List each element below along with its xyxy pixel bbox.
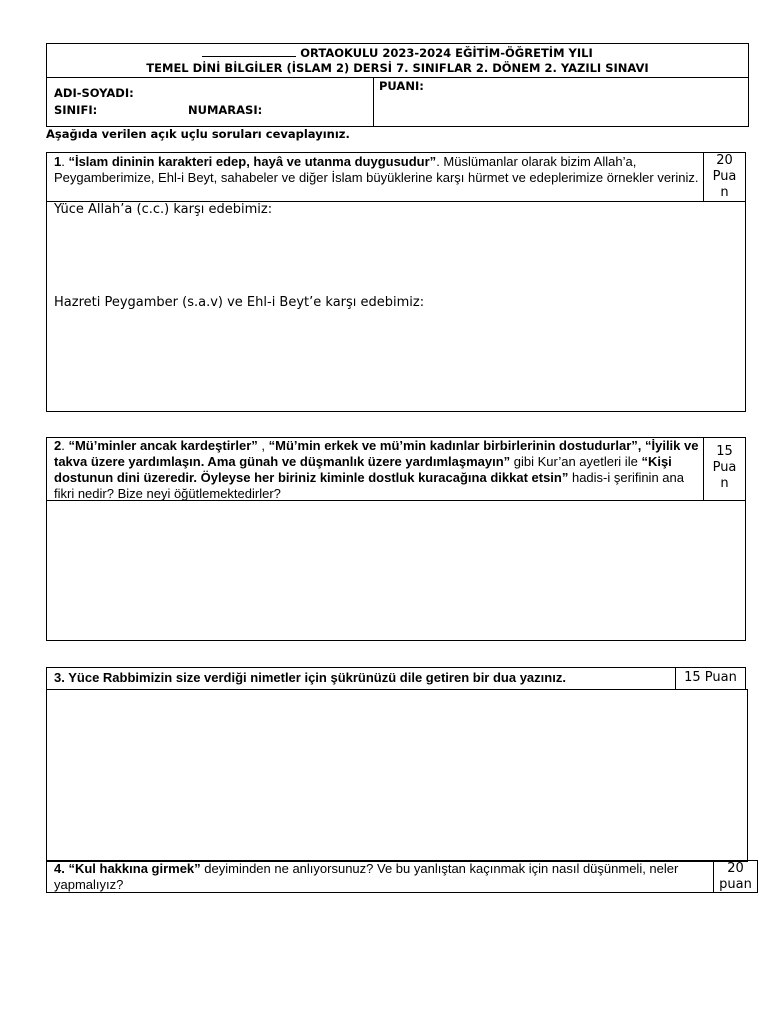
question-3 bbox=[46, 667, 746, 690]
question-2 bbox=[46, 437, 746, 501]
exam-header bbox=[46, 43, 749, 127]
answer-area-1[interactable] bbox=[46, 201, 746, 412]
question-4-number: 4. bbox=[54, 861, 65, 876]
question-4-text: 4. “Kul hakkına girmek” deyiminden ne anlıyorsunuz? Ve bu yanlıştan kaçınmak için nasıl düşünmeli, neler yapmalıyız? bbox=[54, 861, 679, 892]
title-line-2: TEMEL DİNİ BİLGİLER (İSLAM 2) DERSİ 7. SINIFLAR 2. DÖNEM 2. YAZILI SINAVI bbox=[146, 61, 649, 75]
name-label[interactable]: ADI-SOYADI: bbox=[54, 86, 134, 100]
number-label[interactable]: NUMARASI: bbox=[188, 103, 263, 117]
question-1-points: 20 Pua n bbox=[703, 153, 745, 201]
question-1-text: 1. “İslam dininin karakteri edep, hayâ ve utanma duygusudur”. Müslümanlar olarak bizim Allah’a, Peygamberimize, Ehl-i Beyt, sahabeler ve diğer İslam büyüklerine karşı hürmet ve edeplerimize örnekler veriniz. bbox=[54, 154, 699, 185]
answer-1-prompt-allah: Yüce Allah’a (c.c.) karşı edebimiz: bbox=[54, 202, 273, 217]
exam-title bbox=[47, 44, 748, 78]
question-2-text: 2. “Mü’minler ancak kardeştirler” , “Mü’min erkek ve mü’min kadınlar birbirlerinin dostudurlar”, “İyilik ve takva üzere yardımlaşın. Ama günah ve düşmanlık üzere yardımlaşmayın” gibi Kur’an ayetleri ile “Kişi dostunun dini üzeredir. Öyleyse her biriniz kiminle dostluk kuracağına dikkat etsin” hadis-i şerifinin ana fikri nedir? Bize neyi öğütlemektedirler? bbox=[54, 438, 699, 501]
question-1 bbox=[46, 152, 746, 202]
question-4 bbox=[46, 860, 758, 893]
question-3-number: 3. bbox=[54, 670, 65, 685]
question-4-points: 20 puan bbox=[713, 861, 757, 892]
title-line-1: ORTAOKULU 2023-2024 EĞİTİM-ÖĞRETİM YILI bbox=[300, 46, 593, 60]
answer-1-prompt-prophet: Hazreti Peygamber (s.a.v) ve Ehl-i Beyt’e karşı edebimiz: bbox=[54, 295, 425, 310]
answer-area-3[interactable] bbox=[46, 689, 748, 862]
score-area bbox=[373, 78, 748, 126]
score-label[interactable]: PUANI: bbox=[379, 79, 424, 93]
class-label[interactable]: SINIFI: bbox=[54, 103, 98, 117]
question-1-number: 1 bbox=[54, 154, 62, 169]
instruction: Aşağıda verilen açık uçlu soruları cevaplayınız. bbox=[46, 127, 350, 141]
answer-area-2[interactable] bbox=[46, 500, 746, 641]
question-2-number: 2 bbox=[54, 438, 62, 453]
student-info bbox=[47, 78, 374, 126]
question-3-text: 3. Yüce Rabbimizin size verdiği nimetler için şükrünüzü dile getiren bir dua yazınız. bbox=[54, 670, 566, 685]
school-name-blank[interactable] bbox=[202, 47, 296, 57]
question-2-points: 15 Pua n bbox=[703, 438, 745, 500]
question-3-points: 15 Puan bbox=[675, 668, 745, 689]
